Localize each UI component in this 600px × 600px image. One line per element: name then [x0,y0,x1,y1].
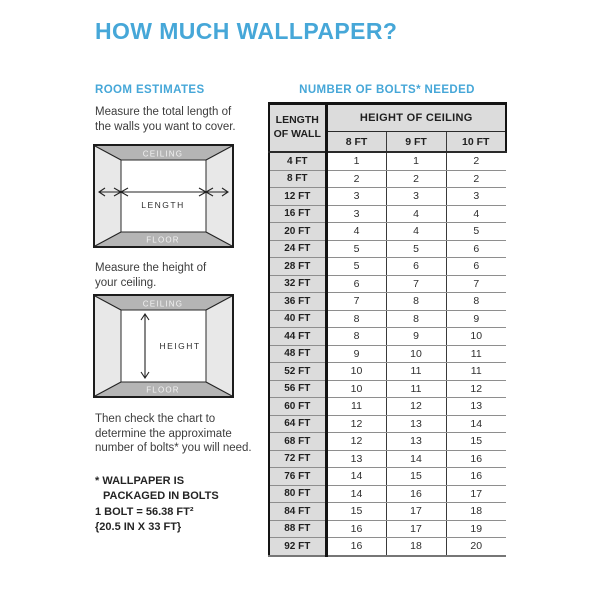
wall-length-cell: 8 FT [269,170,326,188]
bolt-count-cell: 4 [386,223,446,241]
wall-length-cell: 64 FT [269,415,326,433]
bolt-count-cell: 3 [326,188,386,206]
length-of-wall-header: LENGTH OF WALL [269,104,326,153]
room-estimates-heading: ROOM ESTIMATES [95,84,205,96]
bolt-count-cell: 12 [446,380,506,398]
bolt-count-cell: 17 [446,485,506,503]
bolt-count-cell: 3 [446,188,506,206]
bolt-count-cell: 11 [386,363,446,381]
bolt-count-cell: 19 [446,520,506,538]
wall-length-cell: 88 FT [269,520,326,538]
bolt-count-cell: 15 [326,503,386,521]
wall-length-cell: 20 FT [269,223,326,241]
bolt-count-cell: 8 [326,328,386,346]
text-line: {20.5 IN X 33 FT} [95,521,182,533]
table-row [269,503,506,521]
table-row [269,450,506,468]
table-row [269,345,506,363]
bolt-count-cell: 14 [326,468,386,486]
text-line: PACKAGED IN BOLTS [103,490,219,502]
bolt-count-cell: 2 [446,152,506,170]
bolt-count-cell: 13 [326,450,386,468]
wall-length-cell: 28 FT [269,258,326,276]
bolt-count-cell: 9 [446,310,506,328]
wall-length-cell: 60 FT [269,398,326,416]
bolt-count-cell: 6 [446,240,506,258]
bolt-count-cell: 16 [386,485,446,503]
bolt-count-cell: 15 [446,433,506,451]
wall-length-cell: 48 FT [269,345,326,363]
text-line: Measure the height of [95,262,207,274]
table-row [269,415,506,433]
wall-length-cell: 92 FT [269,538,326,556]
bolt-count-cell: 12 [326,433,386,451]
page-title: HOW MUCH WALLPAPER? [95,18,398,44]
bolt-count-cell: 12 [326,415,386,433]
table-row [269,258,506,276]
wall-length-cell: 52 FT [269,363,326,381]
text-line: the walls you want to cover. [95,120,236,133]
bolt-count-cell: 9 [386,328,446,346]
bolt-count-cell: 2 [386,170,446,188]
table-row [269,293,506,311]
table-header-row-1 [269,104,506,132]
right-wall-panel [206,146,232,246]
bolt-count-cell: 5 [326,258,386,276]
bolt-count-cell: 10 [326,380,386,398]
bolt-count-cell: 6 [386,258,446,276]
table-row [269,310,506,328]
bolt-count-cell: 6 [326,275,386,293]
bolt-count-cell: 13 [386,415,446,433]
text-line: Then check the chart to [95,413,216,425]
table-row [269,398,506,416]
bolts-table-body [269,104,506,556]
text-line: your ceiling. [95,276,157,289]
wall-length-cell: 36 FT [269,293,326,311]
height-of-ceiling-header: HEIGHT OF CEILING [326,104,506,132]
bolt-count-cell: 14 [446,415,506,433]
wall-length-cell: 72 FT [269,450,326,468]
room-length-diagram [93,144,234,248]
bolt-count-cell: 2 [326,170,386,188]
column-header-8ft: 8 FT [326,132,386,153]
bolt-count-cell: 5 [326,240,386,258]
table-row [269,485,506,503]
table-row [269,538,506,556]
bolt-count-cell: 3 [386,188,446,206]
bolt-count-cell: 10 [446,328,506,346]
table-row [269,170,506,188]
bolt-count-cell: 12 [386,398,446,416]
table-row [269,433,506,451]
bolt-count-cell: 4 [326,223,386,241]
bolt-count-cell: 10 [386,345,446,363]
bolt-count-cell: 16 [446,468,506,486]
wall-length-cell: 80 FT [269,485,326,503]
bolt-count-cell: 14 [386,450,446,468]
wall-length-cell: 32 FT [269,275,326,293]
bolts-footnote [95,474,219,504]
text-line: number of bolts* you will need. [95,442,252,454]
bolt-count-cell: 17 [386,520,446,538]
table-row [269,468,506,486]
bolt-count-cell: 11 [446,345,506,363]
text-line: determine the approximate [95,427,232,440]
bolt-count-cell: 16 [446,450,506,468]
wall-length-cell: 56 FT [269,380,326,398]
bolt-count-cell: 16 [326,520,386,538]
wall-length-cell: 12 FT [269,188,326,206]
bolt-count-cell: 5 [446,223,506,241]
table-row [269,520,506,538]
length-label: LENGTH [141,200,185,210]
bolt-count-cell: 3 [326,205,386,223]
left-wall-panel [95,146,121,246]
bolt-count-cell: 8 [386,293,446,311]
bolt-spec [95,505,194,535]
wall-length-cell: 76 FT [269,468,326,486]
bolt-count-cell: 8 [326,310,386,328]
bolt-count-cell: 17 [386,503,446,521]
measure-height-text [95,261,206,290]
bolt-count-cell: 9 [326,345,386,363]
bolt-count-cell: 1 [326,152,386,170]
wall-length-cell: 4 FT [269,152,326,170]
bolt-count-cell: 7 [326,293,386,311]
bolt-count-cell: 16 [326,538,386,556]
wall-length-cell: 84 FT [269,503,326,521]
table-row [269,275,506,293]
bolt-count-cell: 7 [386,275,446,293]
bolt-count-cell: 13 [446,398,506,416]
bolt-count-cell: 18 [386,538,446,556]
table-row [269,188,506,206]
table-row [269,152,506,170]
bolt-count-cell: 4 [446,205,506,223]
bolts-needed-heading: NUMBER OF BOLTS* NEEDED [299,84,475,96]
table-row [269,205,506,223]
table-row [269,223,506,241]
bolt-count-cell: 1 [386,152,446,170]
right-wall-panel [206,296,232,396]
bolt-count-cell: 2 [446,170,506,188]
bolt-count-cell: 7 [446,275,506,293]
column-header-10ft: 10 FT [446,132,506,153]
bolt-count-cell: 8 [446,293,506,311]
left-wall-panel [95,296,121,396]
bolts-table [268,102,507,557]
bolt-count-cell: 14 [326,485,386,503]
wall-length-cell: 40 FT [269,310,326,328]
bolt-count-cell: 4 [386,205,446,223]
bolt-count-cell: 6 [446,258,506,276]
bolt-count-cell: 10 [326,363,386,381]
room-height-diagram [93,294,234,398]
floor-label: FLOOR [146,385,180,395]
bolt-count-cell: 11 [326,398,386,416]
table-row [269,363,506,381]
wall-length-cell: 68 FT [269,433,326,451]
bolt-count-cell: 5 [386,240,446,258]
back-wall-panel [121,160,206,232]
bolt-count-cell: 20 [446,538,506,556]
check-chart-text [95,412,252,456]
bolt-count-cell: 18 [446,503,506,521]
text-line: * WALLPAPER IS [95,475,185,487]
bolt-count-cell: 15 [386,468,446,486]
table-row [269,240,506,258]
table-row [269,380,506,398]
wall-length-cell: 44 FT [269,328,326,346]
bolt-count-cell: 8 [386,310,446,328]
wall-length-cell: 16 FT [269,205,326,223]
bolt-count-cell: 11 [386,380,446,398]
floor-label: FLOOR [146,235,180,245]
measure-length-text [95,105,236,134]
text-line: Measure the total length of [95,106,232,118]
ceiling-label: CEILING [142,299,184,309]
table-row [269,328,506,346]
height-label: HEIGHT [159,341,201,351]
text-line: 1 BOLT = 56.38 FT² [95,506,194,518]
column-header-9ft: 9 FT [386,132,446,153]
bolt-count-cell: 11 [446,363,506,381]
ceiling-label: CEILING [142,149,184,159]
wall-length-cell: 24 FT [269,240,326,258]
bolt-count-cell: 13 [386,433,446,451]
